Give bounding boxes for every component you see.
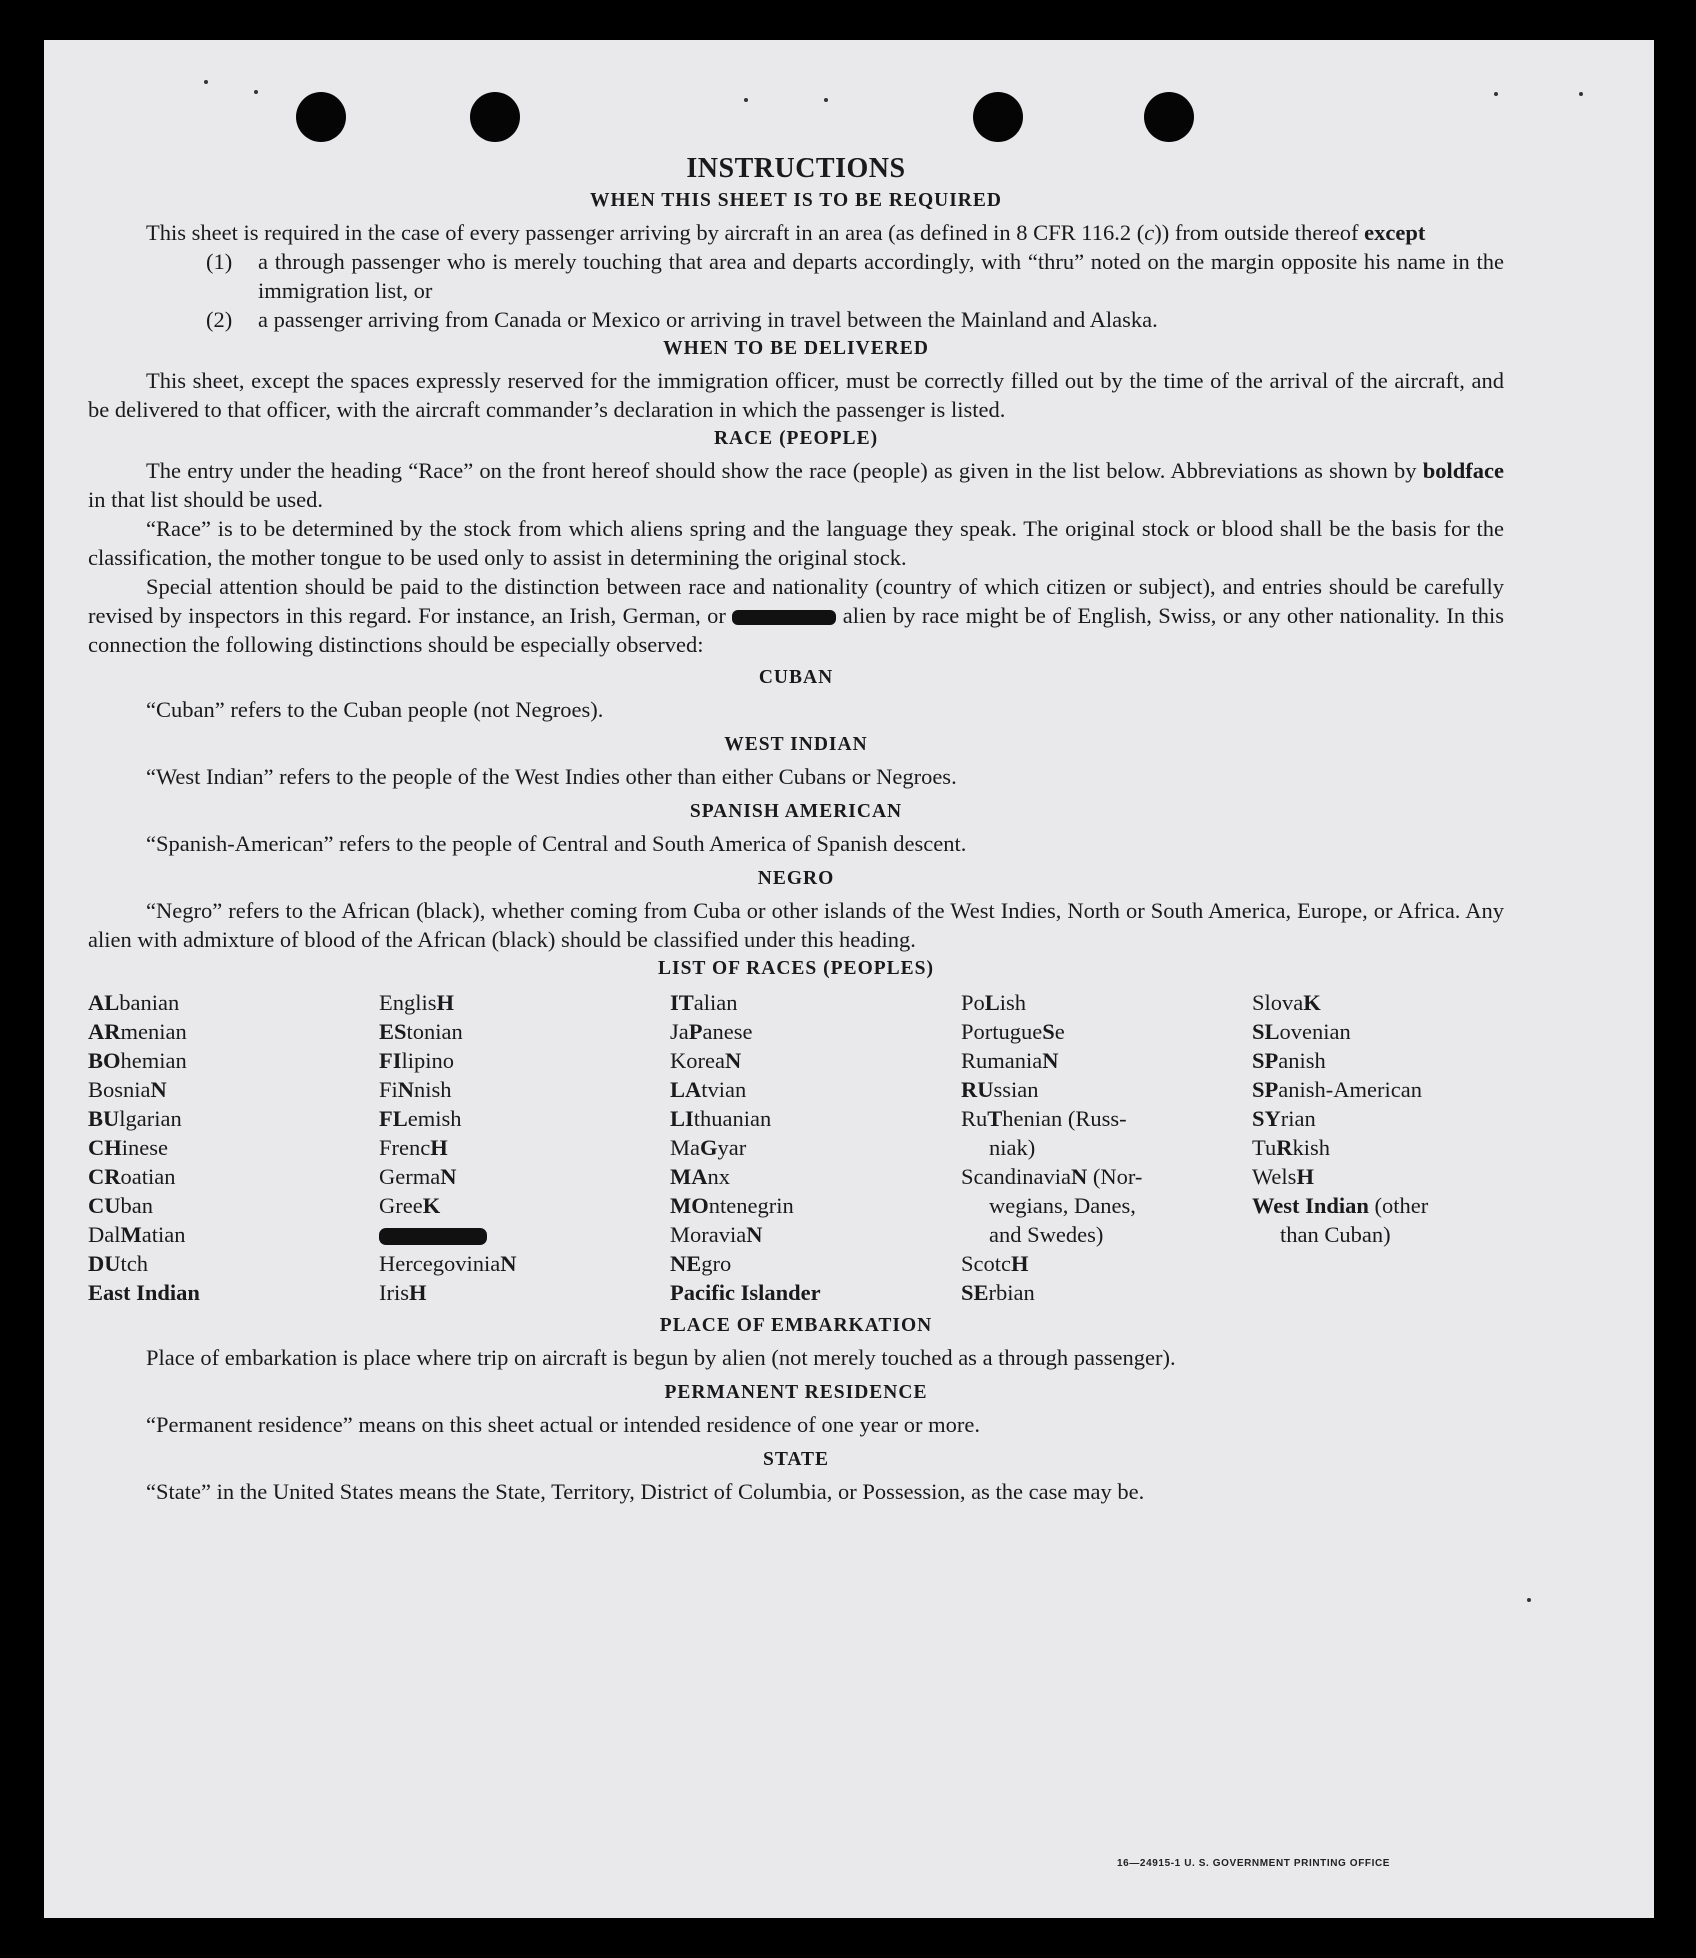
instructions-content	[88, 152, 1504, 1506]
race-text: menian	[120, 1019, 187, 1044]
exception-item-2	[206, 305, 1504, 334]
race-text: T	[987, 1106, 1003, 1131]
text-run: except	[1364, 220, 1426, 245]
race-text: ban	[120, 1193, 153, 1218]
race-text: N	[1042, 1048, 1059, 1073]
race-text: (other	[1368, 1193, 1429, 1218]
race-text: Ma	[670, 1135, 700, 1160]
text-run: The entry under the heading “Race” on the front hereof should show the race (people) as given in the list below. Abbreviations as shown by	[146, 458, 1423, 483]
race-text: IT	[670, 990, 694, 1015]
race-entry	[1252, 1220, 1512, 1249]
race-entry	[961, 1046, 1252, 1075]
redaction-mark	[379, 1228, 487, 1245]
punch-hole	[470, 92, 520, 142]
race-text: anish	[1278, 1048, 1326, 1073]
races-column	[88, 988, 379, 1307]
speck	[254, 90, 258, 94]
section-heading-cuban: CUBAN	[758, 667, 834, 688]
race-text: nx	[707, 1164, 730, 1189]
race-entry	[670, 1046, 961, 1075]
race-text: P	[688, 1019, 703, 1044]
race-text: Iris	[379, 1280, 409, 1305]
race-text: henian (Russ-	[1002, 1106, 1127, 1131]
race-text: nish	[414, 1077, 452, 1102]
race-text: H	[430, 1135, 448, 1160]
race-text: thuanian	[693, 1106, 772, 1131]
race-entry	[670, 1220, 961, 1249]
race-text: Dal	[88, 1222, 121, 1247]
text-run: c	[1144, 220, 1155, 245]
race-text: Hercegovinia	[379, 1251, 501, 1276]
section-heading-west-indian: WEST INDIAN	[724, 734, 868, 755]
race-text: ssian	[993, 1077, 1039, 1102]
race-text: anese	[702, 1019, 753, 1044]
punch-hole	[973, 92, 1023, 142]
race-entry	[1252, 1075, 1512, 1104]
race-entry	[670, 1162, 961, 1191]
race-text: AR	[88, 1019, 121, 1044]
race-text: S	[1042, 1019, 1055, 1044]
race-text: than Cuban)	[1280, 1222, 1391, 1247]
race-text: NE	[670, 1251, 702, 1276]
race-text: Po	[961, 990, 985, 1015]
race-text: niak)	[989, 1135, 1036, 1160]
race-text: lipino	[401, 1048, 455, 1073]
item-number: (2)	[206, 307, 233, 332]
race-text: DU	[88, 1251, 121, 1276]
text-run: This sheet is required in the case of every passenger arriving by aircraft in an area (as defined in 8 CFR 116.2 (	[146, 220, 1145, 245]
spanish-american-paragraph: “Spanish-American” refers to the people of Central and South America of Spanish descent.	[146, 831, 967, 856]
race-text: N	[150, 1077, 167, 1102]
race-entry	[88, 1278, 379, 1307]
race-text: N	[724, 1048, 742, 1073]
race-entry	[961, 1162, 1252, 1191]
race-text: AL	[88, 990, 120, 1015]
race-text: inese	[121, 1135, 168, 1160]
race-entry	[379, 1133, 670, 1162]
negro-paragraph: “Negro” refers to the African (black), whether coming from Cuba or other islands of the West Indies, North or South America, Europe, or Africa. Any alien with admixture of blood of the African (black) should be classified under this heading.	[88, 898, 1504, 952]
printing-office-footer: 16—24915-1 U. S. GOVERNMENT PRINTING OFFICE	[1117, 1858, 1391, 1869]
race-text: H	[409, 1280, 427, 1305]
race-text: FL	[379, 1106, 408, 1131]
item-text: a passenger arriving from Canada or Mexico or arriving in travel between the Mainland and Alaska.	[258, 307, 1158, 332]
speck	[744, 98, 748, 102]
race-text: yar	[717, 1135, 747, 1160]
cuban-paragraph: “Cuban” refers to the Cuban people (not Negroes).	[146, 697, 604, 722]
speck	[1494, 92, 1498, 96]
section-heading-embarkation: PLACE OF EMBARKATION	[659, 1315, 933, 1336]
race-text: SP	[1252, 1048, 1279, 1073]
race-entry	[379, 1191, 670, 1220]
race-text: banian	[119, 990, 180, 1015]
race-entry	[961, 988, 1252, 1017]
race-text: BU	[88, 1106, 120, 1131]
race-text: Ru	[961, 1106, 988, 1131]
race-text: East Indian	[88, 1280, 200, 1305]
race-text: SL	[1252, 1019, 1280, 1044]
race-text: Rumania	[961, 1048, 1043, 1073]
race-text: ntenegrin	[708, 1193, 794, 1218]
race-entry	[1252, 1104, 1512, 1133]
text-run: Special attention should be paid to the distinction between race and nationality (country of which citizen or subject), and entries should be carefully revised by inspectors in this regard. For instance, an Irish, German, or	[88, 574, 1504, 628]
race-entry	[379, 1075, 670, 1104]
race-entry	[961, 1104, 1252, 1133]
speck	[1579, 92, 1583, 96]
race-entry	[670, 1133, 961, 1162]
race-text: hemian	[120, 1048, 187, 1073]
speck	[204, 80, 208, 84]
race-text: emish	[407, 1106, 462, 1131]
race-entry	[961, 1220, 1252, 1249]
race-text: Germa	[379, 1164, 441, 1189]
text-run: )) from outside thereof	[1154, 220, 1365, 245]
delivered-paragraph: This sheet, except the spaces expressly reserved for the immigration officer, must be correctly filled out by the time of the arrival of the aircraft, and be delivered to that officer, with the aircraft commander’s declaration in which the passenger is listed.	[88, 368, 1504, 422]
race-entry	[961, 1017, 1252, 1046]
residence-paragraph: “Permanent residence” means on this sheet actual or intended residence of one year or more.	[146, 1412, 981, 1437]
embarkation-paragraph: Place of embarkation is place where trip on aircraft is begun by alien (not merely touched as a through passenger).	[146, 1345, 1176, 1370]
race-entry	[88, 988, 379, 1017]
race-entry	[379, 1017, 670, 1046]
race-text: Frenc	[379, 1135, 431, 1160]
section-heading-list-of-races: LIST OF RACES (PEOPLES)	[657, 958, 934, 979]
race-entry	[1252, 1162, 1512, 1191]
race-text: SP	[1252, 1077, 1279, 1102]
race-text: Korea	[670, 1048, 725, 1073]
race-text: Scotc	[961, 1251, 1011, 1276]
race-entry	[88, 1075, 379, 1104]
race-text: LA	[670, 1077, 702, 1102]
race-paragraph-3	[88, 572, 1504, 659]
race-text: rian	[1280, 1106, 1316, 1131]
race-text: N	[397, 1077, 415, 1102]
race-entry	[670, 1075, 961, 1104]
race-text: gro	[701, 1251, 732, 1276]
text-run: alien by race might be of English, Swiss, or any other nationality. In this connection the following distinctions should be especially observed:	[88, 603, 1504, 657]
race-text: (Nor-	[1087, 1164, 1143, 1189]
race-text: MA	[670, 1164, 708, 1189]
race-entry	[88, 1017, 379, 1046]
race-text: ovenian	[1279, 1019, 1351, 1044]
exception-item-1	[206, 247, 1504, 305]
punch-hole	[296, 92, 346, 142]
race-text: R	[1276, 1135, 1293, 1160]
race-paragraph-1	[88, 456, 1504, 514]
race-entry	[379, 1220, 670, 1249]
races-column	[379, 988, 670, 1307]
race-entry	[670, 988, 961, 1017]
race-entry	[88, 1046, 379, 1075]
race-entry	[961, 1133, 1252, 1162]
race-text: Ja	[670, 1019, 689, 1044]
race-text: atian	[141, 1222, 186, 1247]
state-paragraph: “State” in the United States means the State, Territory, District of Columbia, or Possession, as the case may be.	[146, 1479, 1145, 1504]
race-text: G	[700, 1135, 718, 1160]
section-heading-residence: PERMANENT RESIDENCE	[664, 1382, 928, 1403]
race-text: Wels	[1252, 1164, 1297, 1189]
race-entry	[961, 1191, 1252, 1220]
race-entry	[88, 1220, 379, 1249]
document-sheet	[44, 40, 1654, 1918]
race-entry	[379, 1249, 670, 1278]
item-number: (1)	[206, 249, 233, 274]
races-list	[88, 988, 1504, 1307]
race-entry	[1252, 1017, 1512, 1046]
section-heading-required: WHEN THIS SHEET IS TO BE REQUIRED	[590, 190, 1002, 211]
race-text: lgarian	[119, 1106, 182, 1131]
page-title: INSTRUCTIONS	[686, 153, 906, 184]
race-text: Bosnia	[88, 1077, 151, 1102]
race-text: ES	[379, 1019, 407, 1044]
race-text: Moravia	[670, 1222, 747, 1247]
race-text: RU	[961, 1077, 994, 1102]
race-entry	[379, 1046, 670, 1075]
race-text: N	[500, 1251, 517, 1276]
race-text: FI	[379, 1048, 402, 1073]
section-heading-state: STATE	[762, 1449, 830, 1470]
race-text: L	[984, 990, 1000, 1015]
section-heading-negro: NEGRO	[757, 868, 835, 889]
race-text: H	[1296, 1164, 1314, 1189]
race-text: Slova	[1252, 990, 1304, 1015]
race-text: H	[436, 990, 455, 1015]
race-text: tonian	[406, 1019, 463, 1044]
race-entry	[1252, 988, 1512, 1017]
race-text: kish	[1292, 1135, 1330, 1160]
race-text: SY	[1252, 1106, 1281, 1131]
race-text: alian	[693, 990, 738, 1015]
race-text: Fi	[379, 1077, 398, 1102]
race-entry	[379, 1104, 670, 1133]
race-entry	[670, 1278, 961, 1307]
race-entry	[379, 1278, 670, 1307]
races-column	[670, 988, 961, 1307]
race-text: K	[1303, 990, 1321, 1015]
race-text: anish-American	[1278, 1077, 1422, 1102]
race-entry	[670, 1104, 961, 1133]
race-text: ish	[999, 990, 1027, 1015]
race-entry	[1252, 1191, 1512, 1220]
required-paragraph	[88, 218, 1504, 247]
race-entry	[961, 1075, 1252, 1104]
race-entry	[670, 1017, 961, 1046]
punch-hole	[1144, 92, 1194, 142]
race-entry	[88, 1133, 379, 1162]
race-paragraph-2: “Race” is to be determined by the stock from which aliens spring and the language they speak. The original stock or blood shall be the basis for the classification, the mother tongue to be used only to assist in determining the original stock.	[88, 516, 1504, 570]
race-entry	[379, 1162, 670, 1191]
race-text: CR	[88, 1164, 121, 1189]
race-text: BO	[88, 1048, 121, 1073]
race-text: rbian	[988, 1280, 1035, 1305]
race-text: N	[1070, 1164, 1088, 1189]
race-text: tvian	[701, 1077, 747, 1102]
text-run: boldface	[1422, 458, 1504, 483]
race-text: N	[746, 1222, 763, 1247]
race-text: CH	[88, 1135, 122, 1160]
race-entry	[670, 1249, 961, 1278]
race-entry	[1252, 1046, 1512, 1075]
race-text: and Swedes)	[989, 1222, 1104, 1247]
race-text: tch	[120, 1251, 148, 1276]
race-entry	[88, 1191, 379, 1220]
race-entry	[1252, 1133, 1512, 1162]
west-indian-paragraph: “West Indian” refers to the people of the West Indies other than either Cubans or Negroes.	[146, 764, 957, 789]
race-text: H	[1011, 1251, 1029, 1276]
section-heading-race: RACE (PEOPLE)	[713, 428, 879, 449]
race-entry	[961, 1249, 1252, 1278]
text-run: in that list should be used.	[88, 487, 323, 512]
race-text: e	[1054, 1019, 1065, 1044]
race-entry	[88, 1162, 379, 1191]
race-text: SE	[961, 1280, 989, 1305]
race-text: K	[422, 1193, 441, 1218]
race-entry	[88, 1249, 379, 1278]
race-text: M	[120, 1222, 142, 1247]
race-text: Pacific Islander	[670, 1280, 821, 1305]
race-entry	[961, 1278, 1252, 1307]
race-text: LI	[670, 1106, 694, 1131]
race-entry	[379, 988, 670, 1017]
races-column	[1252, 988, 1512, 1307]
speck	[1527, 1598, 1531, 1602]
race-text: West Indian	[1252, 1193, 1369, 1218]
race-text: wegians, Danes,	[989, 1193, 1136, 1218]
section-heading-delivered: WHEN TO BE DELIVERED	[663, 338, 929, 359]
race-text: Tu	[1252, 1135, 1277, 1160]
race-text: Gree	[379, 1193, 423, 1218]
race-text: MO	[670, 1193, 709, 1218]
race-text: N	[440, 1164, 457, 1189]
race-text: Portugue	[961, 1019, 1043, 1044]
speck	[824, 98, 828, 102]
races-column	[961, 988, 1252, 1307]
race-text: oatian	[120, 1164, 176, 1189]
race-text: Englis	[379, 990, 437, 1015]
race-entry	[670, 1191, 961, 1220]
section-heading-spanish-american: SPANISH AMERICAN	[689, 801, 903, 822]
redaction-mark	[732, 610, 836, 625]
race-entry	[88, 1104, 379, 1133]
race-text: CU	[88, 1193, 121, 1218]
item-text: a through passenger who is merely touching that area and departs accordingly, with “thru” noted on the margin opposite his name in the immigration list, or	[258, 249, 1504, 303]
race-text: Scandinavia	[961, 1164, 1071, 1189]
